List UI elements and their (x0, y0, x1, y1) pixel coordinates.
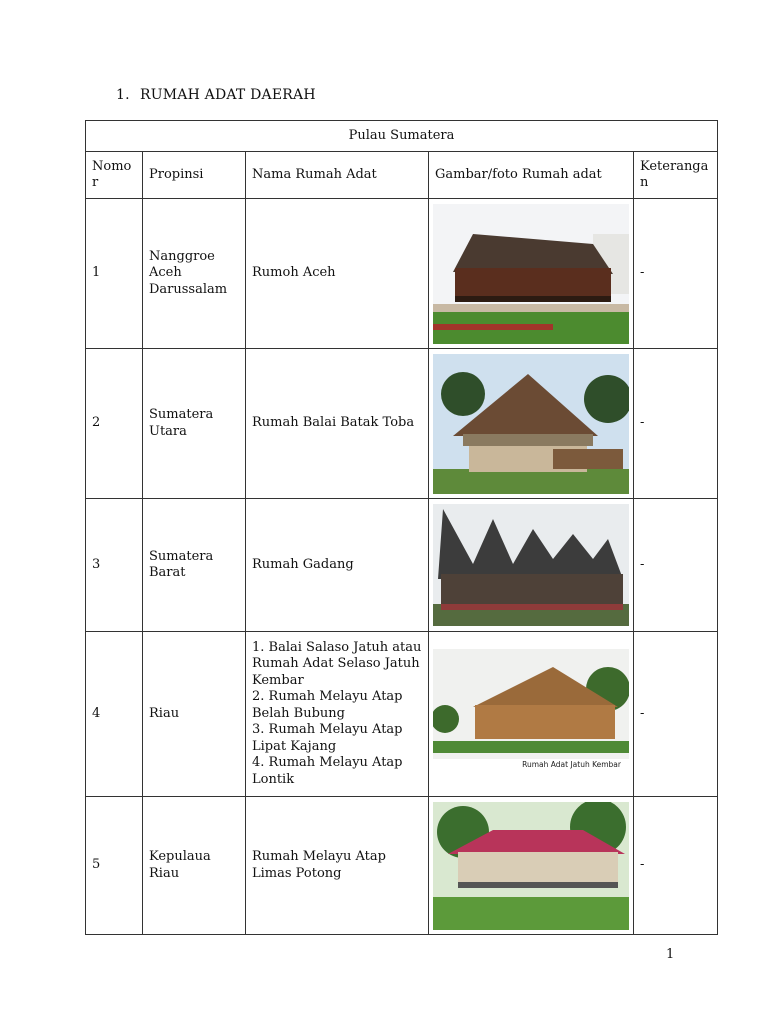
nama-line: 1. Balai Salaso Jatuh atau Rumah Adat Selaso Jatuh Kembar (252, 639, 422, 688)
limas-potong-photo (433, 802, 629, 930)
cell-propinsi: Sumatera Barat (143, 499, 246, 632)
cell-nomor: 1 (86, 199, 143, 349)
cell-keterangan: - (634, 632, 718, 797)
nama-line: Rumah Balai Batak Toba (252, 415, 415, 431)
cell-nama (246, 632, 429, 797)
cell-nama (246, 349, 429, 499)
cell-propinsi: Sumatera Utara (143, 349, 246, 499)
heading-title: RUMAH ADAT DAERAH (140, 87, 316, 103)
cell-propinsi: Riau (143, 632, 246, 797)
nama-line: Rumah Melayu Atap Limas Potong (252, 849, 386, 881)
table-row (86, 349, 718, 499)
cell-nama (246, 797, 429, 935)
table-row (86, 199, 718, 349)
photo-caption: Rumah Adat Jatuh Kembar (522, 759, 621, 769)
cell-nomor: 2 (86, 349, 143, 499)
heading-number: 1. (116, 87, 130, 103)
section-heading (116, 87, 316, 103)
cell-gambar (429, 349, 634, 499)
table-row (86, 797, 718, 935)
nama-line: Rumah Gadang (252, 556, 354, 572)
cell-keterangan: - (634, 797, 718, 935)
cell-gambar (429, 632, 634, 797)
table-row (86, 632, 718, 797)
table-row (86, 499, 718, 632)
cell-keterangan: - (634, 499, 718, 632)
cell-gambar (429, 199, 634, 349)
header-keterangan: Keteranga n (634, 152, 718, 199)
cell-nama (246, 199, 429, 349)
nama-line: 2. Rumah Melayu Atap Belah Bubung (252, 689, 403, 721)
batak-toba-photo (433, 354, 629, 494)
rumoh-aceh-photo (433, 204, 629, 344)
nama-line: 3. Rumah Melayu Atap Lipat Kajang (252, 722, 403, 754)
cell-keterangan: - (634, 349, 718, 499)
rumah-adat-table (85, 120, 718, 935)
rumah-gadang-photo (433, 504, 629, 626)
nama-line: 4. Rumah Melayu Atap Lontik (252, 755, 403, 787)
table-title-row (86, 121, 718, 152)
selaso-jatuh-kembar-photo (433, 649, 629, 779)
cell-propinsi: Kepulaua Riau (143, 797, 246, 935)
table-header-row (86, 152, 718, 199)
cell-keterangan: - (634, 199, 718, 349)
cell-nomor: 3 (86, 499, 143, 632)
cell-nama (246, 499, 429, 632)
cell-gambar (429, 499, 634, 632)
table-title: Pulau Sumatera (86, 121, 718, 152)
cell-nomor: 4 (86, 632, 143, 797)
cell-gambar (429, 797, 634, 935)
header-nama: Nama Rumah Adat (246, 152, 429, 199)
header-propinsi: Propinsi (143, 152, 246, 199)
page-number: 1 (666, 947, 675, 962)
nama-line: Rumoh Aceh (252, 265, 336, 281)
cell-propinsi: Nanggroe Aceh Darussalam (143, 199, 246, 349)
cell-nomor: 5 (86, 797, 143, 935)
header-gambar: Gambar/foto Rumah adat (429, 152, 634, 199)
header-nomor: Nomo r (86, 152, 143, 199)
